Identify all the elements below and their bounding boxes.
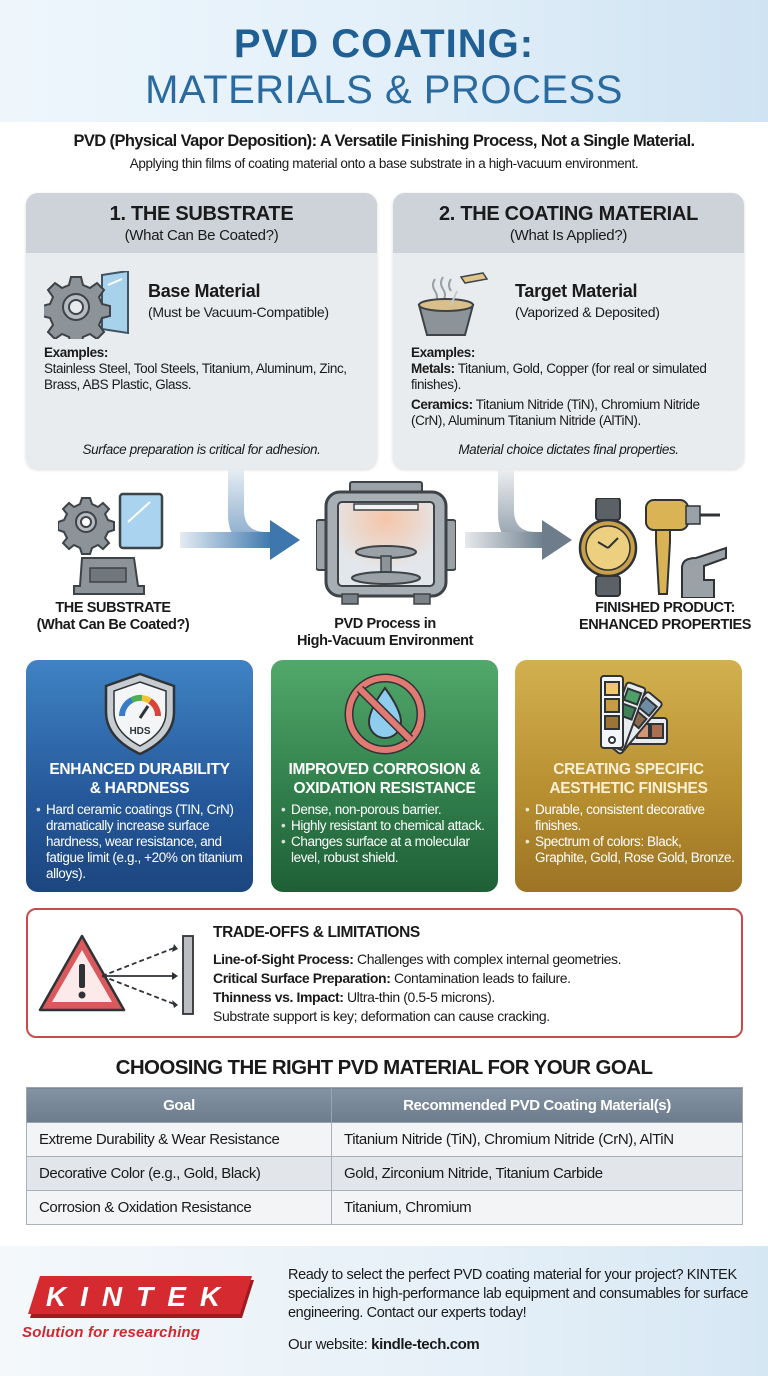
coating-examples-label: Examples: xyxy=(411,345,475,360)
materials-cell: Titanium, Chromium xyxy=(332,1191,743,1225)
table-header-row xyxy=(27,1088,743,1123)
goal-cell: Extreme Durability & Wear Resistance xyxy=(27,1123,332,1157)
benefit-bullets xyxy=(525,802,736,866)
tradeoffs-list xyxy=(213,950,621,1026)
vacuum-chamber-icon xyxy=(316,480,456,610)
substrate-examples xyxy=(44,345,365,393)
flow-product-label: FINISHED PRODUCT: ENHANCED PROPERTIES xyxy=(578,600,752,633)
footer xyxy=(0,1246,768,1376)
coating-material-subtitle: (Vaporized & Deposited) xyxy=(515,304,660,320)
page-description: Applying thin films of coating material onto a base substrate in a high-vacuum environment. xyxy=(129,156,639,171)
col-header-goal: Goal xyxy=(27,1088,332,1123)
warning-line-of-sight-icon xyxy=(38,932,198,1016)
benefit-card-corrosion xyxy=(271,660,498,892)
benefit-bullet: • Dense, non-porous barrier. xyxy=(281,802,492,818)
coating-heading: 2. THE COATING MATERIAL xyxy=(438,203,699,225)
table-row xyxy=(27,1157,743,1191)
substrate-parts-icon xyxy=(58,492,168,602)
tradeoff-item: Substrate support is key; deformation can cause cracking. xyxy=(213,1008,550,1024)
tradeoffs-box xyxy=(26,908,743,1038)
materials-cell: Gold, Zirconium Nitride, Titanium Carbide xyxy=(332,1157,743,1191)
benefit-bullets xyxy=(36,802,247,882)
gear-and-glass-icon xyxy=(44,271,134,339)
ceramics-label: Ceramics: xyxy=(411,397,473,412)
benefit-title: IMPROVED CORROSION & OXIDATION RESISTANCE xyxy=(288,761,481,797)
benefit-card-durability xyxy=(26,660,253,892)
kintek-logo xyxy=(28,1276,258,1358)
hds-badge: HDS xyxy=(128,726,151,737)
color-swatch-fan-icon xyxy=(587,672,671,756)
benefit-title: CREATING SPECIFIC AESTHETIC FINISHES xyxy=(549,761,708,797)
table-row xyxy=(27,1123,743,1157)
process-flow-diagram xyxy=(0,470,768,655)
benefit-bullet: • Spectrum of colors: Black, Graphite, Gold, Rose Gold, Bronze. xyxy=(525,834,736,866)
materials-cell: Titanium Nitride (TiN), Chromium Nitride (CrN), AlTiN xyxy=(332,1123,743,1157)
coating-card-header xyxy=(393,193,744,253)
benefit-bullet: • Durable, consistent decorative finishes. xyxy=(525,802,736,834)
substrate-material-title: Base Material xyxy=(148,281,261,301)
benefit-bullets xyxy=(281,802,492,866)
substrate-examples-text: Stainless Steel, Tool Steels, Titanium, Aluminum, Zinc, Brass, ABS Plastic, Glass. xyxy=(44,361,347,392)
col-header-materials: Recommended PVD Coating Material(s) xyxy=(332,1088,743,1123)
page-title-line1: PVD COATING: xyxy=(233,22,535,66)
goal-cell: Decorative Color (e.g., Gold, Black) xyxy=(27,1157,332,1191)
no-water-drop-icon xyxy=(343,672,427,756)
metals-label: Metals: xyxy=(411,361,455,376)
flow-process-label: PVD Process in High-Vacuum Environment xyxy=(296,616,474,649)
substrate-note: Surface preparation is critical for adhesion. xyxy=(82,442,321,457)
ceramics-text: Titanium Nitride (TiN), Chromium Nitride (CrN), Aluminum Titanium Nitride (AlTiN). xyxy=(411,397,700,428)
svg-text:KINTEK: KINTEK xyxy=(45,1281,235,1312)
logo-tagline: Solution for researching xyxy=(22,1324,201,1341)
substrate-card-header xyxy=(26,193,377,253)
coating-note: Material choice dictates final properties. xyxy=(458,442,679,457)
substrate-examples-label: Examples: xyxy=(44,345,108,360)
coating-material-title: Target Material xyxy=(515,281,638,301)
benefit-bullet: • Changes surface at a molecular level, robust shield. xyxy=(281,834,492,866)
table-row xyxy=(27,1191,743,1225)
shield-gauge-icon xyxy=(98,672,182,756)
tradeoffs-title: TRADE-OFFS & LIMITATIONS xyxy=(213,924,420,941)
table-title: CHOOSING THE RIGHT PVD MATERIAL FOR YOUR GOAL xyxy=(115,1056,653,1079)
coating-examples xyxy=(411,345,732,433)
substrate-heading: 1. THE SUBSTRATE xyxy=(109,203,294,225)
page-subtitle: PVD (Physical Vapor Deposition): A Versatile Finishing Process, Not a Single Material. xyxy=(73,132,695,150)
substrate-subheading: (What Can Be Coated?) xyxy=(124,227,279,244)
footer-cta: Ready to select the perfect PVD coating material for your project? KINTEK specializes in high-performance lab equipment and consumables for surface engineering. Contact our experts today! xyxy=(288,1267,749,1321)
coating-material-card xyxy=(393,193,744,469)
substrate-material-subtitle: (Must be Vacuum-Compatible) xyxy=(148,304,329,320)
finished-products-icon xyxy=(578,498,738,598)
benefit-card-aesthetic xyxy=(515,660,742,892)
flow-substrate-label: THE SUBSTRATE (What Can Be Coated?) xyxy=(36,600,190,633)
tradeoff-item: Thinness vs. Impact: Ultra-thin (0.5-5 microns). xyxy=(213,989,495,1005)
header-banner xyxy=(0,0,768,122)
page-title-line2: MATERIALS & PROCESS xyxy=(145,68,623,112)
tradeoff-item: Line-of-Sight Process: Challenges with complex internal geometries. xyxy=(213,951,622,967)
benefit-bullet: • Hard ceramic coatings (TIN, CrN) dramatically increase surface hardness, wear resistance, and fatigue limit (e.g., +20% on titanium alloys). xyxy=(36,802,247,882)
crucible-target-icon xyxy=(411,271,501,339)
substrate-card xyxy=(26,193,377,469)
footer-website: Our website: kindle-tech.com xyxy=(288,1336,480,1353)
benefit-bullet: • Highly resistant to chemical attack. xyxy=(281,818,492,834)
material-goal-table xyxy=(26,1087,743,1225)
website-link[interactable]: kindle-tech.com xyxy=(371,1336,480,1353)
metals-text: Titanium, Gold, Copper (for real or simulated finishes). xyxy=(411,361,707,392)
coating-subheading: (What Is Applied?) xyxy=(509,227,628,244)
tradeoff-item: Critical Surface Preparation: Contamination leads to failure. xyxy=(213,970,571,986)
benefit-title: ENHANCED DURABILITY & HARDNESS xyxy=(49,761,230,797)
goal-cell: Corrosion & Oxidation Resistance xyxy=(27,1191,332,1225)
